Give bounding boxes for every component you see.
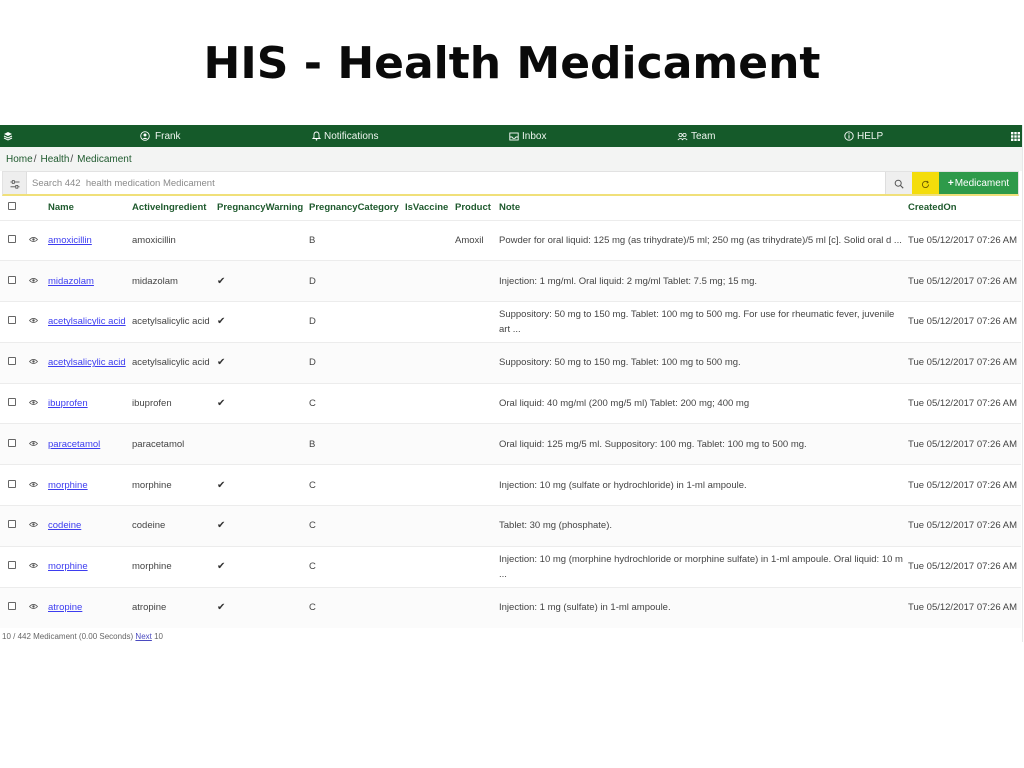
table-row[interactable] — [0, 465, 1021, 506]
medicament-name-link[interactable]: morphine — [48, 561, 88, 573]
cell-is-vaccine — [403, 587, 453, 628]
cell-pregnancy-category: C — [307, 587, 403, 628]
inbox-icon — [509, 132, 519, 141]
row-checkbox[interactable] — [8, 276, 16, 284]
row-checkbox-cell[interactable] — [0, 302, 24, 343]
column-header-active-ingredient[interactable]: ActiveIngredient — [132, 202, 207, 214]
cell-pregnancy-warning: ✔ — [215, 261, 307, 302]
plus-icon: + — [947, 177, 954, 189]
cell-is-vaccine — [403, 506, 453, 547]
cell-note: Injection: 10 mg (sulfate or hydrochloride) in 1-ml ampoule. — [497, 465, 906, 506]
select-all-checkbox[interactable] — [8, 202, 16, 210]
row-view-cell[interactable] — [24, 261, 46, 302]
row-checkbox[interactable] — [8, 520, 16, 528]
row-view-cell[interactable] — [24, 465, 46, 506]
cell-name — [46, 383, 130, 424]
row-checkbox[interactable] — [8, 480, 16, 488]
cell-pregnancy-warning: ✔ — [215, 546, 307, 587]
cell-pregnancy-warning: ✔ — [215, 465, 307, 506]
cell-is-vaccine — [403, 424, 453, 465]
table-row[interactable] — [0, 342, 1021, 383]
search-bar — [2, 171, 1019, 196]
cell-pregnancy-category: C — [307, 383, 403, 424]
search-icon — [894, 174, 904, 193]
cell-active-ingredient: atropine — [130, 587, 215, 628]
cell-product — [453, 506, 497, 547]
row-view-cell[interactable] — [24, 546, 46, 587]
refresh-icon — [921, 174, 930, 193]
cell-note: Oral liquid: 40 mg/ml (200 mg/5 ml) Tablet: 200 mg; 400 mg — [497, 383, 906, 424]
row-checkbox-cell[interactable] — [0, 506, 24, 547]
cell-pregnancy-warning: ✔ — [215, 383, 307, 424]
cell-note: Suppository: 50 mg to 150 mg. Tablet: 100 mg to 500 mg. — [497, 342, 906, 383]
column-header-name[interactable]: Name — [48, 202, 74, 214]
eye-icon[interactable] — [29, 396, 38, 411]
cell-note: Oral liquid: 125 mg/5 ml. Suppository: 100 mg. Tablet: 100 mg to 500 mg. — [497, 424, 906, 465]
cell-note: Injection: 10 mg (morphine hydrochloride or morphine sulfate) in 1-ml ampoule. Oral liquid: 10 m ... — [497, 546, 906, 587]
cell-pregnancy-category: B — [307, 424, 403, 465]
table-row[interactable] — [0, 302, 1021, 343]
add-medicament-label: Medicament — [954, 177, 1010, 189]
cell-pregnancy-category: D — [307, 302, 403, 343]
cell-note: Suppository: 50 mg to 150 mg. Tablet: 100 mg to 500 mg. For use for rheumatic fever, juvenile art ... — [497, 302, 906, 343]
cell-note: Powder for oral liquid: 125 mg (as trihydrate)/5 ml; 250 mg (as trihydrate)/5 ml [c]. Solid oral d ... — [497, 220, 906, 261]
cell-name — [46, 424, 130, 465]
add-medicament-button[interactable] — [939, 172, 1018, 194]
apps-grid-icon[interactable] — [1011, 125, 1020, 147]
select-all-checkbox-cell[interactable] — [0, 196, 24, 220]
cell-active-ingredient: ibuprofen — [130, 383, 215, 424]
cell-active-ingredient: midazolam — [130, 261, 215, 302]
row-view-cell[interactable] — [24, 424, 46, 465]
help-label: HELP — [857, 130, 884, 142]
column-header-pregnancy-category[interactable]: PregnancyCategory — [309, 202, 399, 214]
cell-pregnancy-category: D — [307, 342, 403, 383]
cell-pregnancy-warning: ✔ — [215, 587, 307, 628]
cell-active-ingredient: paracetamol — [130, 424, 215, 465]
cell-pregnancy-warning — [215, 424, 307, 465]
eye-icon[interactable] — [29, 518, 38, 533]
medicament-name-link[interactable]: midazolam — [48, 275, 94, 287]
top-navbar — [0, 125, 1022, 147]
row-view-cell[interactable] — [24, 220, 46, 261]
table-row[interactable] — [0, 424, 1021, 465]
cell-created-on: Tue 05/12/2017 07:26 AM — [906, 465, 1021, 506]
cell-created-on: Tue 05/12/2017 07:26 AM — [906, 506, 1021, 547]
cell-pregnancy-category: C — [307, 506, 403, 547]
row-checkbox-cell[interactable] — [0, 465, 24, 506]
cell-is-vaccine — [403, 465, 453, 506]
row-checkbox-cell[interactable] — [0, 383, 24, 424]
user-menu[interactable] — [140, 125, 181, 147]
cell-active-ingredient: acetylsalicylic acid — [130, 302, 215, 343]
row-view-cell[interactable] — [24, 506, 46, 547]
inbox-label: Inbox — [522, 130, 547, 142]
team-label: Team — [691, 130, 716, 142]
cell-pregnancy-warning: ✔ — [215, 342, 307, 383]
cell-active-ingredient: acetylsalicylic acid — [130, 342, 215, 383]
cell-product — [453, 302, 497, 343]
cell-pregnancy-warning: ✔ — [215, 302, 307, 343]
eye-icon[interactable] — [29, 600, 38, 615]
eye-icon[interactable] — [29, 314, 38, 329]
row-view-cell[interactable] — [24, 587, 46, 628]
row-checkbox[interactable] — [8, 398, 16, 406]
breadcrumb-separator: / — [70, 153, 74, 165]
cell-pregnancy-category: C — [307, 546, 403, 587]
cell-active-ingredient: morphine — [130, 465, 215, 506]
table-body — [0, 220, 1021, 628]
breadcrumb-health[interactable]: Health — [40, 153, 70, 165]
cell-pregnancy-category: D — [307, 261, 403, 302]
cell-active-ingredient: morphine — [130, 546, 215, 587]
team-menu[interactable] — [677, 125, 715, 147]
bell-icon — [312, 131, 321, 141]
cell-pregnancy-warning: ✔ — [215, 506, 307, 547]
row-checkbox[interactable] — [8, 235, 16, 243]
row-checkbox-cell[interactable] — [0, 587, 24, 628]
breadcrumb-separator: / — [33, 153, 37, 165]
eye-icon[interactable] — [29, 437, 38, 452]
medicament-name-link[interactable]: morphine — [48, 479, 88, 491]
cell-created-on: Tue 05/12/2017 07:26 AM — [906, 424, 1021, 465]
cell-product — [453, 342, 497, 383]
cell-is-vaccine — [403, 302, 453, 343]
row-checkbox[interactable] — [8, 357, 16, 365]
cell-name — [46, 546, 130, 587]
header-spacer — [24, 196, 46, 220]
search-button[interactable] — [885, 172, 912, 194]
cell-is-vaccine — [403, 546, 453, 587]
medicament-name-link[interactable]: amoxicillin — [48, 234, 92, 246]
next-page-link[interactable]: Next — [135, 631, 152, 641]
user-icon — [140, 131, 150, 141]
refresh-button[interactable] — [912, 172, 939, 194]
cell-created-on: Tue 05/12/2017 07:26 AM — [906, 220, 1021, 261]
filter-settings-button[interactable] — [3, 172, 27, 194]
row-view-cell[interactable] — [24, 302, 46, 343]
eye-icon[interactable] — [29, 233, 38, 248]
info-icon — [844, 131, 854, 141]
table-row[interactable] — [0, 220, 1021, 261]
medicament-name-link[interactable]: ibuprofen — [48, 398, 88, 410]
medicament-name-link[interactable]: codeine — [48, 520, 82, 532]
table-row[interactable] — [0, 506, 1021, 547]
cell-note: Tablet: 30 mg (phosphate). — [497, 506, 906, 547]
column-header-created-on[interactable]: CreatedOn — [908, 202, 957, 214]
eye-icon[interactable] — [29, 478, 38, 493]
cell-is-vaccine — [403, 261, 453, 302]
result-summary: 10 / 442 Medicament (0.00 Seconds) — [2, 631, 134, 641]
page-title: HIS - Health Medicament — [203, 38, 821, 89]
table-header-row — [0, 196, 1021, 220]
help-menu[interactable] — [844, 125, 883, 147]
row-checkbox-cell[interactable] — [0, 424, 24, 465]
cell-name — [46, 302, 130, 343]
cell-note: Injection: 1 mg/ml. Oral liquid: 2 mg/ml Tablet: 7.5 mg; 15 mg. — [497, 261, 906, 302]
cell-active-ingredient: codeine — [130, 506, 215, 547]
cell-name — [46, 261, 130, 302]
cell-product — [453, 465, 497, 506]
cell-is-vaccine — [403, 220, 453, 261]
row-checkbox[interactable] — [8, 316, 16, 324]
user-name: Frank — [155, 130, 181, 142]
cell-pregnancy-category: C — [307, 465, 403, 506]
next-page-count: 10 — [154, 631, 164, 641]
medicament-name-link[interactable]: acetylsalicylic acid — [48, 357, 126, 369]
medicament-name-link[interactable]: acetylsalicylic acid — [48, 316, 126, 328]
cell-name — [46, 587, 130, 628]
table-row[interactable] — [0, 261, 1021, 302]
row-checkbox[interactable] — [8, 602, 16, 610]
cell-product — [453, 546, 497, 587]
cell-product — [453, 261, 497, 302]
column-header-note[interactable]: Note — [499, 202, 521, 214]
cell-product — [453, 383, 497, 424]
row-checkbox-cell[interactable] — [0, 342, 24, 383]
app-window — [0, 125, 1023, 642]
medicament-name-link[interactable]: paracetamol — [48, 438, 101, 450]
notifications-menu[interactable] — [312, 125, 378, 147]
column-header-product[interactable]: Product — [455, 202, 491, 214]
eye-icon[interactable] — [29, 274, 38, 289]
cell-created-on: Tue 05/12/2017 07:26 AM — [906, 546, 1021, 587]
pagination-footer — [0, 628, 1022, 641]
cell-created-on: Tue 05/12/2017 07:26 AM — [906, 383, 1021, 424]
cell-name — [46, 465, 130, 506]
row-view-cell[interactable] — [24, 342, 46, 383]
cell-pregnancy-warning — [215, 220, 307, 261]
medicament-table — [0, 196, 1021, 628]
cell-created-on: Tue 05/12/2017 07:26 AM — [906, 342, 1021, 383]
row-checkbox-cell[interactable] — [0, 546, 24, 587]
row-checkbox-cell[interactable] — [0, 261, 24, 302]
cell-name — [46, 342, 130, 383]
breadcrumb-current: Medicament — [77, 153, 132, 165]
row-checkbox[interactable] — [8, 439, 16, 447]
table-row[interactable] — [0, 546, 1021, 587]
column-header-is-vaccine[interactable]: IsVaccine — [405, 202, 449, 214]
table-row[interactable] — [0, 383, 1021, 424]
cell-pregnancy-category: B — [307, 220, 403, 261]
cell-created-on: Tue 05/12/2017 07:26 AM — [906, 302, 1021, 343]
row-view-cell[interactable] — [24, 383, 46, 424]
column-header-pregnancy-warning[interactable]: PregnancyWarning — [217, 202, 304, 214]
sliders-icon — [10, 174, 20, 193]
cell-is-vaccine — [403, 383, 453, 424]
eye-icon[interactable] — [29, 355, 38, 370]
cell-created-on: Tue 05/12/2017 07:26 AM — [906, 261, 1021, 302]
search-input[interactable] — [27, 172, 885, 194]
cell-name — [46, 506, 130, 547]
cell-product — [453, 587, 497, 628]
layers-icon[interactable] — [3, 125, 13, 147]
cell-created-on: Tue 05/12/2017 07:26 AM — [906, 587, 1021, 628]
cell-note: Injection: 1 mg (sulfate) in 1-ml ampoule. — [497, 587, 906, 628]
notifications-label: Notifications — [324, 130, 379, 142]
inbox-menu[interactable] — [509, 125, 546, 147]
cell-is-vaccine — [403, 342, 453, 383]
cell-product — [453, 424, 497, 465]
row-checkbox[interactable] — [8, 561, 16, 569]
medicament-name-link[interactable]: atropine — [48, 602, 83, 614]
breadcrumb-home[interactable]: Home — [6, 153, 33, 165]
table-row[interactable] — [0, 587, 1021, 628]
team-icon — [677, 132, 688, 141]
cell-product: Amoxil — [453, 220, 497, 261]
row-checkbox-cell[interactable] — [0, 220, 24, 261]
eye-icon[interactable] — [29, 559, 38, 574]
cell-name — [46, 220, 130, 261]
cell-active-ingredient: amoxicillin — [130, 220, 215, 261]
breadcrumb — [0, 147, 1022, 171]
